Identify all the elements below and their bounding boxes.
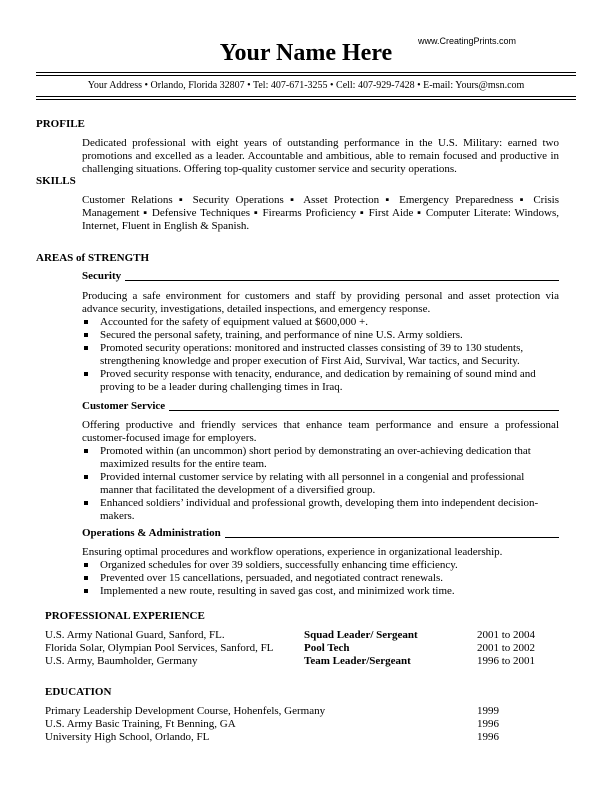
areas-heading: AREAS of STRENGTH <box>36 252 150 264</box>
customer-bullets <box>82 445 559 523</box>
header-rule-bottom-2 <box>36 99 576 100</box>
contact-line: Your Address • Orlando, Florida 32807 • Tel: 407-671-3255 • Cell: 407-929-7428 • E-mail: Yours@msn.com <box>87 80 525 91</box>
experience-row <box>45 655 545 668</box>
customer-title: Customer Service <box>82 400 169 412</box>
list-item: Prevented over 15 cancellations, persuaded, and negotiated contract renewals. <box>82 572 559 585</box>
security-subheading <box>82 270 559 284</box>
operations-intro: Ensuring optimal procedures and workflow operations, experience in organizational leadership. <box>82 546 503 558</box>
education-school: U.S. Army Basic Training, Ft Benning, GA <box>45 718 236 730</box>
experience-org: U.S. Army National Guard, Sanford, FL. <box>45 629 225 641</box>
education-row <box>45 731 545 744</box>
bullet-icon <box>84 372 88 376</box>
bullet-icon <box>84 449 88 453</box>
security-rule <box>82 280 559 281</box>
experience-dates: 2001 to 2004 <box>477 629 536 641</box>
bullet-icon <box>84 346 88 350</box>
experience-title: Pool Tech <box>304 642 350 654</box>
education-row <box>45 718 545 731</box>
experience-org: U.S. Army, Baumholder, Germany <box>45 655 198 667</box>
education-school: University High School, Orlando, FL <box>45 731 210 743</box>
experience-dates: 1996 to 2001 <box>477 655 536 667</box>
education-year: 1996 <box>477 718 499 730</box>
header-rule-top-2 <box>36 75 576 76</box>
bullet-icon <box>84 475 88 479</box>
experience-row <box>45 642 545 655</box>
website-url: www.CreatingPrints.com <box>418 36 517 46</box>
experience-row <box>45 629 545 642</box>
security-title: Security <box>82 270 125 282</box>
experience-title: Team Leader/Sergeant <box>304 655 411 667</box>
skills-heading: SKILLS <box>36 175 76 187</box>
customer-subheading <box>82 400 559 414</box>
header-rule-top <box>36 72 576 73</box>
bullet-icon <box>84 563 88 567</box>
operations-title: Operations & Administration <box>82 527 225 539</box>
experience-title: Squad Leader/ Sergeant <box>304 629 418 641</box>
operations-bullets <box>82 559 559 598</box>
header-rule-bottom <box>36 96 576 97</box>
security-intro: Producing a safe environment for customers and staff by providing personal and asset protection via advance security, investigations, detailed inspections, and emergency response. <box>82 290 559 315</box>
list-item: Accounted for the safety of equipment valued at $600,000 +. <box>82 316 559 329</box>
list-item: Proved security response with tenacity, endurance, and dedication by remaining of sound mind and proving to be a leader during challenging times in Iraq. <box>82 368 559 394</box>
profile-heading: PROFILE <box>36 118 85 130</box>
list-item: Promoted security operations: monitored and instructed classes consisting of 39 to 130 students, strengthening knowledge and proper execution of First Aid, Survival, War tactics, and Security. <box>82 342 559 368</box>
experience-heading: PROFESSIONAL EXPERIENCE <box>45 610 205 622</box>
experience-dates: 2001 to 2002 <box>477 642 536 654</box>
experience-org: Florida Solar, Olympian Pool Services, Sanford, FL <box>45 642 274 654</box>
customer-intro: Offering productive and friendly services that enhance team performance and ensure a professional customer-focused image for employers. <box>82 419 559 444</box>
list-item: Secured the personal safety, training, and performance of nine U.S. Army soldiers. <box>82 329 559 342</box>
education-school: Primary Leadership Development Course, Hohenfels, Germany <box>45 705 326 717</box>
bullet-icon <box>84 576 88 580</box>
security-bullets <box>82 316 559 394</box>
list-item: Enhanced soldiers’ individual and professional growth, developing them into independent decision-makers. <box>82 497 559 523</box>
list-item: Promoted within (an uncommon) short period by demonstrating an over-achieving dedication that maximized results for the entire team. <box>82 445 559 471</box>
bullet-icon <box>84 333 88 337</box>
list-item: Organized schedules for over 39 soldiers, successfully enhancing time efficiency. <box>82 559 559 572</box>
education-year: 1996 <box>477 731 499 743</box>
education-year: 1999 <box>477 705 499 717</box>
bullet-icon <box>84 501 88 505</box>
bullet-icon <box>84 320 88 324</box>
education-heading: EDUCATION <box>45 686 112 698</box>
bullet-icon <box>84 589 88 593</box>
operations-subheading <box>82 527 559 541</box>
list-item: Provided internal customer service by relating with all personnel in a congenial and professional manner that facilitated the development of a diversified group. <box>82 471 559 497</box>
education-row <box>45 705 545 718</box>
resume-name: Your Name Here <box>219 40 393 66</box>
skills-text: Customer Relations ▪ Security Operations ▪ Asset Protection ▪ Emergency Preparedness ▪ Crisis Management ▪ Defensive Techniques ▪ Firearms Proficiency ▪ First Aide ▪ Computer Literate: Windows, Internet, Fluent in English & Spanish. <box>82 194 559 232</box>
list-item: Implemented a new route, resulting in saved gas cost, and minimized work time. <box>82 585 559 598</box>
profile-text: Dedicated professional with eight years of outstanding performance in the U.S. Military: earned two promotions and excelled as a leader. Accountable and ambitious, able to remain focused and productive in challenging situations. Offering top-quality customer service and security operations. <box>82 137 559 175</box>
